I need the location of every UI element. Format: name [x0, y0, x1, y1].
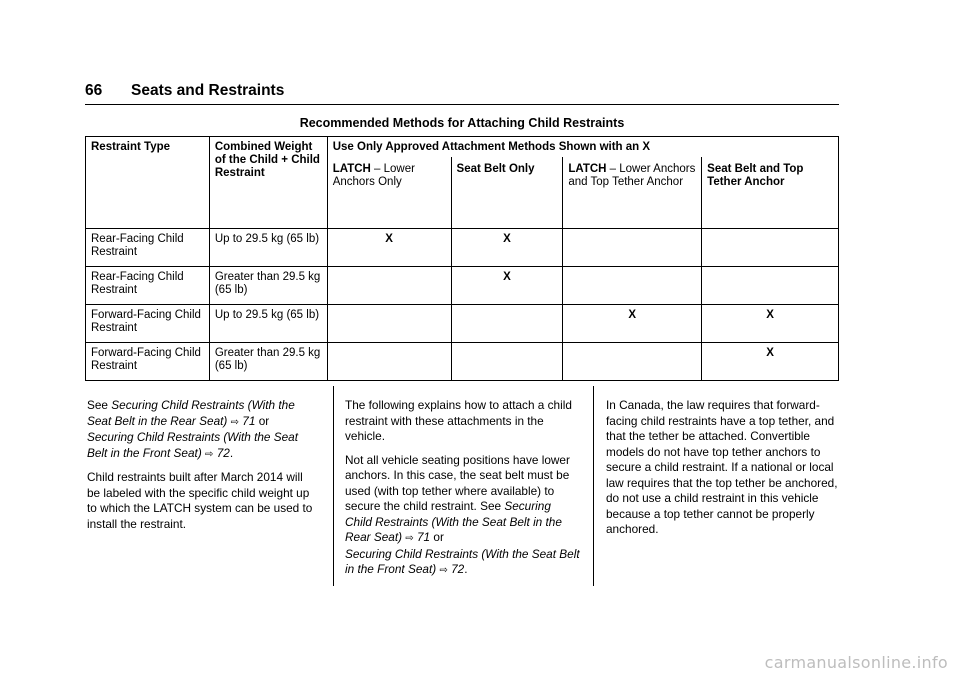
section-title: Seats and Restraints [131, 82, 285, 99]
cell-latch-lower-tether [563, 267, 702, 305]
table-row [86, 229, 839, 267]
cross-reference-link[interactable]: Securing Child Restraints (With the Seat Belt in the Rear Seat) [87, 398, 295, 428]
cell-latch-lower [327, 305, 451, 343]
header-latch-lower: LATCH – Lower Anchors Only [327, 157, 451, 229]
cell-latch-lower [327, 343, 451, 381]
canada-law-paragraph: In Canada, the law requires that forward-facing child restraints have a top tether, and that the tether be attached. Convertible models do not have top tether anchors to secure a child restraint. If a national or local law requires that the top tether be anchored, do not use a child restraint in this vehicle because a top tether cannot be properly anchored. [606, 398, 838, 536]
cell-weight: Up to 29.5 kg (65 lb) [209, 305, 327, 343]
text-column-3 [606, 398, 838, 546]
table-row [86, 267, 839, 305]
header-restraint-type: Restraint Type [86, 137, 210, 229]
header-latch-lower-tether: LATCH – Lower Anchors and Top Tether Anchor [563, 157, 702, 229]
page-reference-icon: ⇨ [205, 448, 214, 460]
text-column-2 [345, 398, 581, 587]
lower-anchors-paragraph: Not all vehicle seating positions have lower anchors. In this case, the seat belt must be used (with top tether where available) to secure the child restraint. See Securing Child Restraints (With the Seat Belt in the Rear Seat) ⇨ 71 or Securing Child Restraints (With the Seat Belt in the Front Seat) ⇨ 72. [345, 452, 580, 576]
cell-restraint-type: Forward-Facing Child Restraint [86, 305, 210, 343]
page-reference-icon: ⇨ [439, 565, 448, 576]
text-column-1 [87, 398, 319, 540]
table-row [86, 305, 839, 343]
cell-latch-lower: X [327, 229, 451, 267]
cell-weight: Greater than 29.5 kg (65 lb) [209, 267, 327, 305]
child-restraint-table [85, 136, 839, 381]
cell-belt-tether: X [702, 305, 839, 343]
page-reference-icon: ⇨ [405, 533, 414, 544]
cell-weight: Up to 29.5 kg (65 lb) [209, 229, 327, 267]
cell-belt-tether [702, 229, 839, 267]
header-belt-tether: Seat Belt and Top Tether Anchor [702, 157, 839, 229]
explanation-paragraph: The following explains how to attach a child restraint with these attachments in the vehicle. [345, 398, 572, 443]
cross-reference-link[interactable]: Securing Child Restraints (With the Seat Belt in the Front Seat) [345, 546, 580, 576]
page-number: 66 [85, 82, 103, 99]
column-divider [333, 386, 334, 586]
cell-latch-lower-tether [563, 343, 702, 381]
cross-reference-link[interactable]: Securing Child Restraints (With the Seat Belt in the Front Seat) [87, 430, 299, 460]
cell-latch-lower-tether [563, 229, 702, 267]
table-row [86, 343, 839, 381]
cell-restraint-type: Rear-Facing Child Restraint [86, 267, 210, 305]
latch-label-paragraph: Child restraints built after March 2014 will be labeled with the specific child weight up to which the LATCH system can be used to install the restraint. [87, 470, 313, 531]
cross-reference-link[interactable]: Securing Child Restraints (With the Seat Belt in the Rear Seat) [345, 499, 562, 544]
header-methods-group: Use Only Approved Attachment Methods Shown with an X [327, 137, 838, 158]
cell-seat-belt-only: X [451, 229, 563, 267]
cell-restraint-type: Rear-Facing Child Restraint [86, 229, 210, 267]
cell-belt-tether [702, 267, 839, 305]
cell-seat-belt-only [451, 305, 563, 343]
page-reference-icon: ⇨ [230, 416, 240, 428]
table-caption: Recommended Methods for Attaching Child Restraints [299, 116, 625, 130]
cell-latch-lower [327, 267, 451, 305]
header-seat-belt-only: Seat Belt Only [451, 157, 563, 229]
table-header-row [86, 137, 839, 158]
cell-belt-tether: X [702, 343, 839, 381]
cell-restraint-type: Forward-Facing Child Restraint [86, 343, 210, 381]
see-references-paragraph: See Securing Child Restraints (With the Seat Belt in the Rear Seat) ⇨ 71 or Securing Child Restraints (With the Seat Belt in the Front Seat) ⇨ 72. [87, 398, 299, 460]
watermark: carmanualsonline.info [764, 653, 948, 672]
page-header [85, 82, 839, 105]
cell-weight: Greater than 29.5 kg (65 lb) [209, 343, 327, 381]
column-divider [593, 386, 594, 586]
header-combined-weight: Combined Weight of the Child + Child Restraint [209, 137, 327, 229]
cell-latch-lower-tether: X [563, 305, 702, 343]
cell-seat-belt-only: X [451, 267, 563, 305]
cell-seat-belt-only [451, 343, 563, 381]
